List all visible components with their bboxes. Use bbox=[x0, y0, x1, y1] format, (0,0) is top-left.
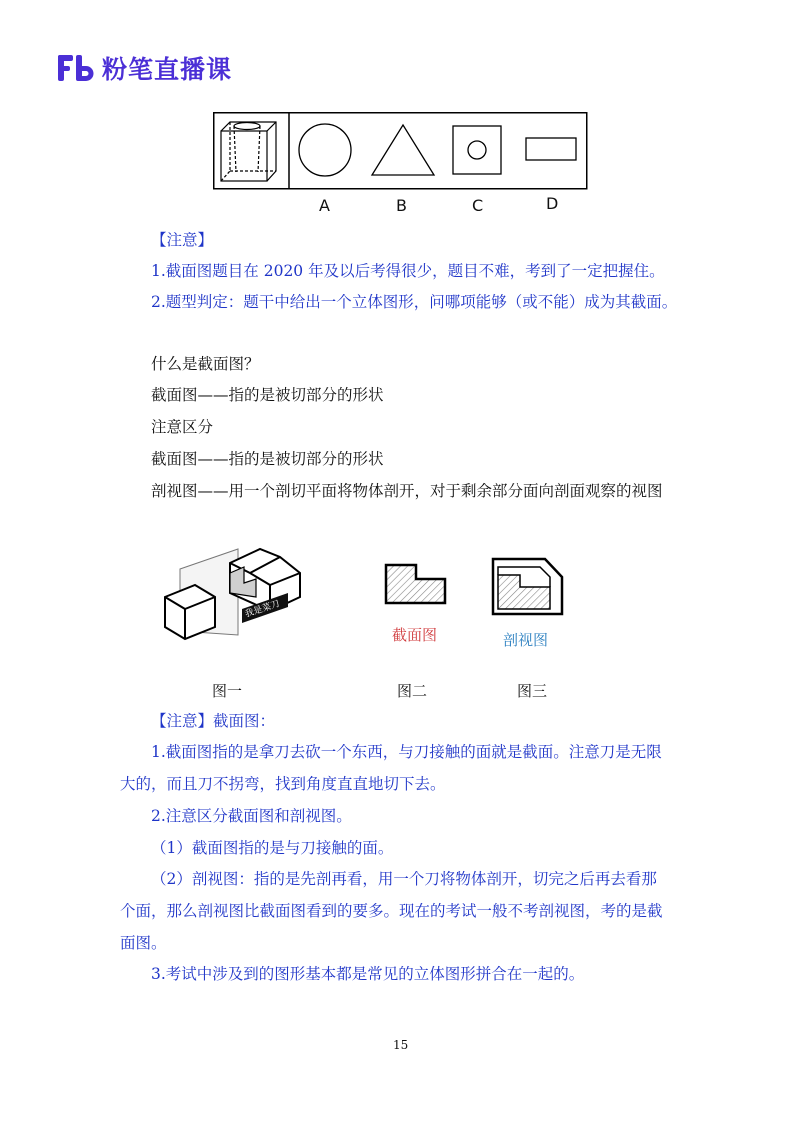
note2-line-8: 3.考试中涉及到的图形基本都是常见的立体图形拼合在一起的。 bbox=[151, 965, 585, 983]
cutaway-view-drawing bbox=[490, 553, 566, 618]
caption-figure-3: 图三 bbox=[517, 682, 548, 700]
caption-figure-1: 图一 bbox=[212, 682, 243, 700]
note2-line-5: （2）剖视图：指的是先剖再看，用一个刀将物体剖开，切完之后再去看那 bbox=[151, 870, 657, 888]
option-a-circle-icon bbox=[299, 124, 351, 176]
fb-logo-icon bbox=[58, 53, 96, 83]
caption-figure-2: 图二 bbox=[397, 682, 428, 700]
note2-line-6: 个面，那么剖视图比截面图看到的要多。现在的考试一般不考剖视图，考的是截 bbox=[120, 902, 663, 920]
note1-line-2: 2.题型判定：题干中给出一个立体图形，问哪项能够（或不能）成为其截面。 bbox=[151, 293, 678, 311]
option-b-label: B bbox=[396, 196, 407, 215]
option-d-label: D bbox=[546, 194, 559, 213]
note2-heading: 【注意】截面图： bbox=[151, 712, 276, 730]
definition-cutaway: 剖视图——用一个剖切平面将物体剖开，对于剩余部分面向剖面观察的视图 bbox=[151, 482, 663, 500]
cube-with-cylinder-icon bbox=[221, 122, 276, 181]
note2-line-4: （1）截面图指的是与刀接触的面。 bbox=[151, 839, 394, 857]
definition-section: 截面图——指的是被切部分的形状 bbox=[151, 386, 384, 404]
cutaway-view-label: 剖视图 bbox=[503, 631, 549, 649]
definition-distinguish: 注意区分 bbox=[151, 418, 214, 436]
brand-header bbox=[58, 50, 232, 86]
option-b-triangle-icon bbox=[372, 125, 434, 175]
option-c-square-with-circle-icon bbox=[453, 126, 501, 174]
note2-line-7: 面图。 bbox=[120, 934, 167, 952]
note2-line-2: 大的，而且刀不拐弯，找到角度直直地切下去。 bbox=[120, 775, 446, 793]
section-view-drawing bbox=[383, 562, 448, 606]
note2-line-1: 1.截面图指的是拿刀去砍一个东西，与刀接触的面就是截面。注意刀是无限 bbox=[151, 743, 662, 761]
brand-name: 粉笔直播课 bbox=[102, 55, 233, 84]
definition-question: 什么是截面图？ bbox=[151, 355, 260, 373]
option-d-rectangle-icon bbox=[526, 138, 576, 160]
section-view-label: 截面图 bbox=[392, 626, 438, 644]
option-a-label: A bbox=[319, 196, 330, 215]
page-number: 15 bbox=[393, 1038, 409, 1052]
note1-heading: 【注意】 bbox=[151, 231, 214, 249]
knife-label: 我是菜刀 bbox=[243, 599, 282, 620]
definition-section-repeat: 截面图——指的是被切部分的形状 bbox=[151, 450, 384, 468]
note2-line-3: 2.注意区分截面图和剖视图。 bbox=[151, 807, 352, 825]
option-c-label: C bbox=[472, 196, 484, 215]
figure-one-illustration bbox=[160, 535, 310, 645]
note1-line-1: 1.截面图题目在 2020 年及以后考得很少，题目不难，考到了一定把握住。 bbox=[151, 262, 665, 280]
